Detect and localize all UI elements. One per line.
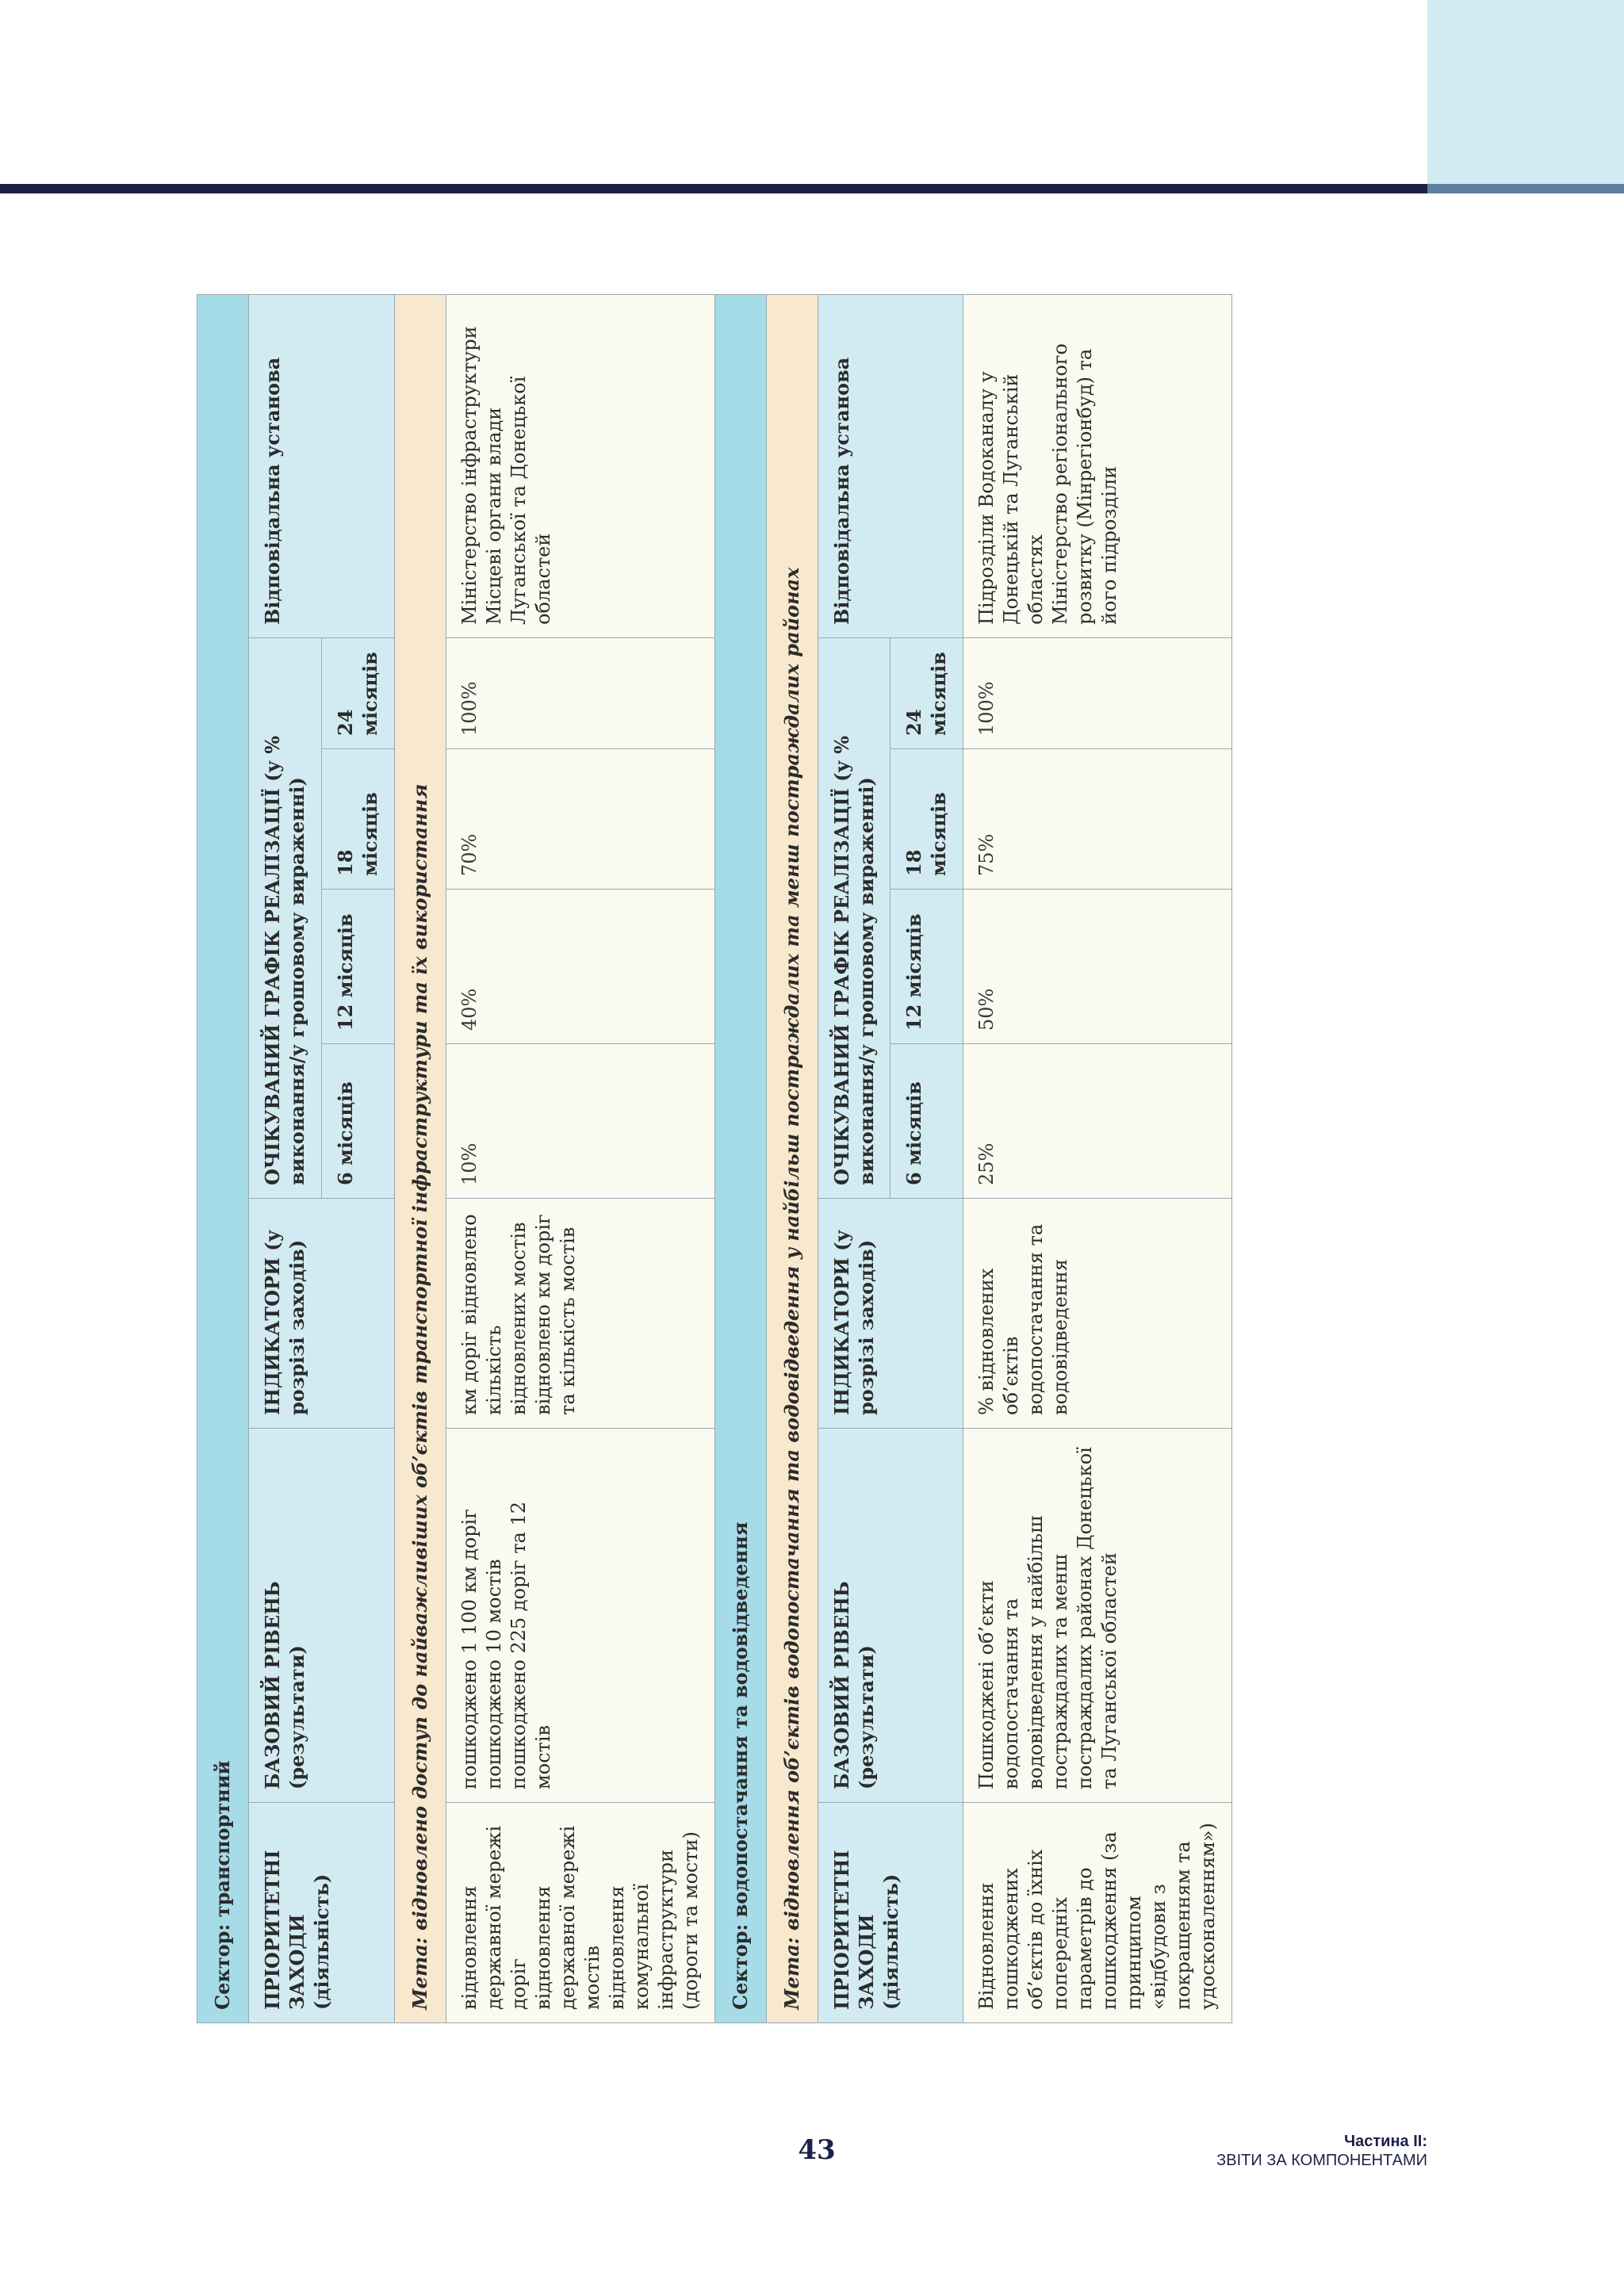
header-month: 24 місяців xyxy=(321,638,394,749)
header-rule-accent xyxy=(1427,184,1624,193)
header-baseline: БАЗОВИЙ РІВЕНЬ (результати) xyxy=(249,1429,395,1803)
value-24m: 100% xyxy=(446,638,714,749)
indicator-line: км доріг відновлено xyxy=(458,1214,481,1415)
header-month: 6 місяців xyxy=(891,1044,963,1199)
value-18m: 75% xyxy=(963,749,1232,890)
baseline-cell xyxy=(963,1429,1232,1803)
header-responsible: Відповідальна установа xyxy=(818,294,963,637)
responsible-cell xyxy=(446,294,714,637)
goal-row: Мета: відновлено доступ до найважливіших об’єктів транспортної інфраструктури та їх використання xyxy=(394,294,446,2022)
sector-title: Сектор: водопостачання та водовідведення xyxy=(714,294,766,2022)
footer-part-label: Частина II: xyxy=(1344,2133,1427,2150)
priority-cell xyxy=(963,1803,1232,2023)
sector-title: Сектор: транспортний xyxy=(197,294,249,2022)
header-month: 18 місяців xyxy=(321,749,394,890)
indicator-line: % відновлених об’єктів водопостачання та водовідведення xyxy=(975,1223,1071,1415)
responsible-line: Міністерство регіонального розвитку (Мінрегіонбуд) та його підрозділи xyxy=(1049,343,1120,625)
baseline-line: пошкоджено 225 доріг та 12 мостів xyxy=(507,1502,554,1789)
implementation-table xyxy=(197,294,1232,2023)
responsible-line: Міністерство інфраструктури xyxy=(458,326,481,625)
header-indicators: ІНДИКАТОРИ (у розрізі заходів) xyxy=(818,1199,963,1429)
baseline-cell xyxy=(446,1429,714,1803)
value-12m: 40% xyxy=(446,890,714,1044)
header-month: 24 місяців xyxy=(891,638,963,749)
header-priority: ПРІОРИТЕТНІ ЗАХОДИ (діяльність) xyxy=(818,1803,963,2023)
value-24m: 100% xyxy=(963,638,1232,749)
rotated-table xyxy=(197,295,1232,2023)
page-number: 43 xyxy=(798,2134,836,2166)
baseline-line: пошкоджено 10 мостів xyxy=(482,1559,505,1789)
header-accent-block xyxy=(1427,0,1624,184)
header-month: 18 місяців xyxy=(891,749,963,890)
header-schedule: ОЧІКУВАНИЙ ГРАФІК РЕАЛІЗАЦІЇ (у % виконання/у грошовому вираженні) xyxy=(249,638,322,1199)
responsible-line: Місцеві органи влади Луганської та Донецької областей xyxy=(482,376,554,625)
priority-line: відновлення державної мережі доріг xyxy=(458,1825,530,2010)
priority-line: відновлення державної мережі мостів xyxy=(531,1825,603,2010)
header-indicators: ІНДИКАТОРИ (у розрізі заходів) xyxy=(249,1199,395,1429)
footer-part-subtitle: ЗВІТИ ЗА КОМПОНЕНТАМИ xyxy=(1216,2152,1427,2169)
responsible-line: Підрозділи Водоканалу у Донецькій та Луганській областях xyxy=(975,371,1047,625)
priority-line: відновлення комунальної інфраструктури (дороги та мости) xyxy=(605,1831,702,2010)
value-6m: 10% xyxy=(446,1044,714,1199)
header-month: 12 місяців xyxy=(321,890,394,1044)
header-priority: ПРІОРИТЕТНІ ЗАХОДИ (діяльність) xyxy=(249,1803,395,2023)
value-18m: 70% xyxy=(446,749,714,890)
header-month: 6 місяців xyxy=(321,1044,394,1199)
header-month: 12 місяців xyxy=(891,890,963,1044)
header-schedule: ОЧІКУВАНИЙ ГРАФІК РЕАЛІЗАЦІЇ (у % виконання/у грошовому вираженні) xyxy=(818,638,891,1199)
header-baseline: БАЗОВИЙ РІВЕНЬ (результати) xyxy=(818,1429,963,1803)
value-12m: 50% xyxy=(963,890,1232,1044)
indicator-line: кількість відновлених мостів xyxy=(482,1222,530,1415)
baseline-line: Пошкоджені об’єкти водопостачання та водовідведення у найбільш постраждалих та менш постраждалих районах Донецької та Луганської областей xyxy=(975,1447,1120,1789)
indicator-cell xyxy=(963,1199,1232,1429)
goal-row: Мета: відновлення об’єктів водопостачання та водовідведення у найбільш постраждалих та менш постраждалих районах xyxy=(766,294,818,2022)
indicator-line: відновлено км доріг та кількість мостів xyxy=(531,1214,579,1415)
priority-cell xyxy=(446,1803,714,2023)
header-rule xyxy=(0,184,1427,193)
value-6m: 25% xyxy=(963,1044,1232,1199)
header-responsible: Відповідальна установа xyxy=(249,294,395,637)
priority-line: Відновлення пошкоджених об’єктів до їхніх попередніх параметрів до пошкодження (за принципом «відбудови з покращенням та удосконаленням») xyxy=(975,1823,1219,2010)
baseline-line: пошкоджено 1 100 км доріг xyxy=(458,1509,481,1789)
indicator-cell xyxy=(446,1199,714,1429)
responsible-cell xyxy=(963,294,1232,637)
